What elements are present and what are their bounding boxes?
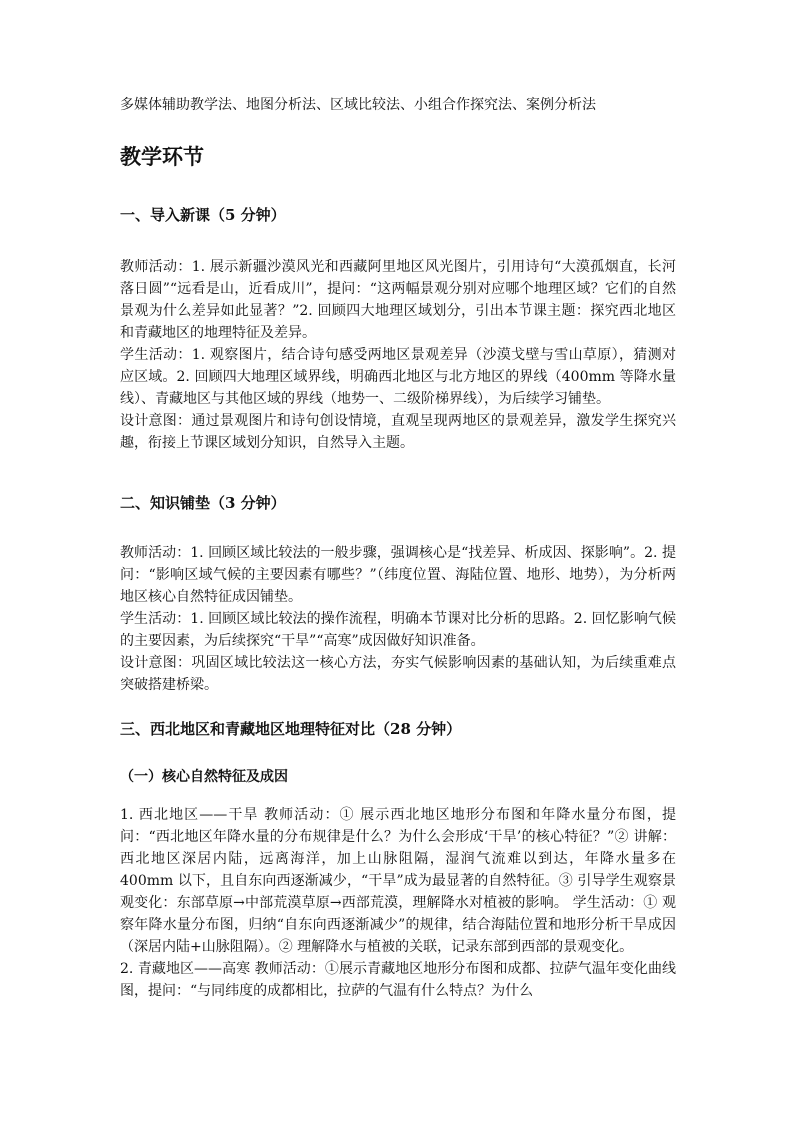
northwest-region-paragraph: 1. 西北地区——干旱 教师活动：① 展示西北地区地形分布图和年降水量分布图，提问：“西北地区年降水量的分布规律是什么？为什么会形成‘干旱’的核心特征？”② 讲解：西北地区深居内陆，远离海洋，加上山脉阻隔，湿润气流难以到达，年降水量多在 400mm 以下，且自东向西逐渐减少，“干旱”成为最显著的自然特征。③ 引导学生观察景观变化：东部草原→中部荒漠草原→西部荒漠，理解降水对植被的影响。 学生活动：① 观察年降水量分布图，归纳“自东向西逐渐减少”的规律，结合海陆位置和地形分析干旱成因（深居内陆+山脉阻隔）。② 理解降水与植被的关联，记录东部到西部的景观变化。 xyxy=(120,807,676,955)
part3-subheading: （一）核心自然特征及成因 xyxy=(120,769,288,785)
part2-student-activity: 学生活动：1. 回顾区域比较法的操作流程，明确本节课对比分析的思路。2. 回忆影响气候的主要因素，为后续探究“干旱”“高寒”成因做好知识准备。 xyxy=(120,611,676,649)
section-title: 教学环节 xyxy=(120,144,204,169)
part3-body xyxy=(120,804,676,1002)
part1-student-activity: 学生活动：1. 观察图片，结合诗句感受两地区景观差异（沙漠戈壁与雪山草原），猜测对应区域。2. 回顾四大地理区域界线，明确西北地区与北方地区的界线（400mm 等降水量线）、青藏地区与其他区域的界线（地势一、二级阶梯界线），为后续学习铺垫。 xyxy=(120,347,676,407)
part1-teacher-activity: 教师活动：1. 展示新疆沙漠风光和西藏阿里地区风光图片，引用诗句“大漠孤烟直，长河落日圆”“远看是山，近看成川”，提问：“这两幅景观分别对应哪个地理区域？它们的自然景观为什么差异如此显著？”2. 回顾四大地理区域划分，引出本节课主题：探究西北地区和青藏地区的地理特征及差异。 xyxy=(120,259,676,341)
part1-body xyxy=(120,256,676,454)
qingzang-region-paragraph: 2. 青藏地区——高寒 教师活动：①展示青藏地区地形分布图和成都、拉萨气温年变化曲线图，提问：“与同纬度的成都相比，拉萨的气温有什么特点？为什么 xyxy=(120,961,676,999)
part2-teacher-activity: 教师活动：1. 回顾区域比较法的一般步骤，强调核心是“找差异、析成因、探影响”。2. 提问：“影响区域气候的主要因素有哪些？”（纬度位置、海陆位置、地形、地势），为分析两地区核心自然特征成因铺垫。 xyxy=(120,545,676,605)
part2-design-intent: 设计意图：巩固区域比较法这一核心方法，夯实气候影响因素的基础认知，为后续重难点突破搭建桥梁。 xyxy=(120,655,676,693)
part1-design-intent: 设计意图：通过景观图片和诗句创设情境，直观呈现两地区的景观差异，激发学生探究兴趣，衔接上节课区域划分知识，自然导入主题。 xyxy=(120,413,676,451)
part2-body xyxy=(120,542,676,696)
part3-heading: 三、西北地区和青藏地区地理特征对比（28 分钟） xyxy=(120,720,462,738)
part2-heading: 二、知识铺垫（3 分钟） xyxy=(120,494,286,512)
teaching-methods: 多媒体辅助教学法、地图分析法、区域比较法、小组合作探究法、案例分析法 xyxy=(120,97,596,113)
part1-heading: 一、导入新课（5 分钟） xyxy=(120,206,286,224)
